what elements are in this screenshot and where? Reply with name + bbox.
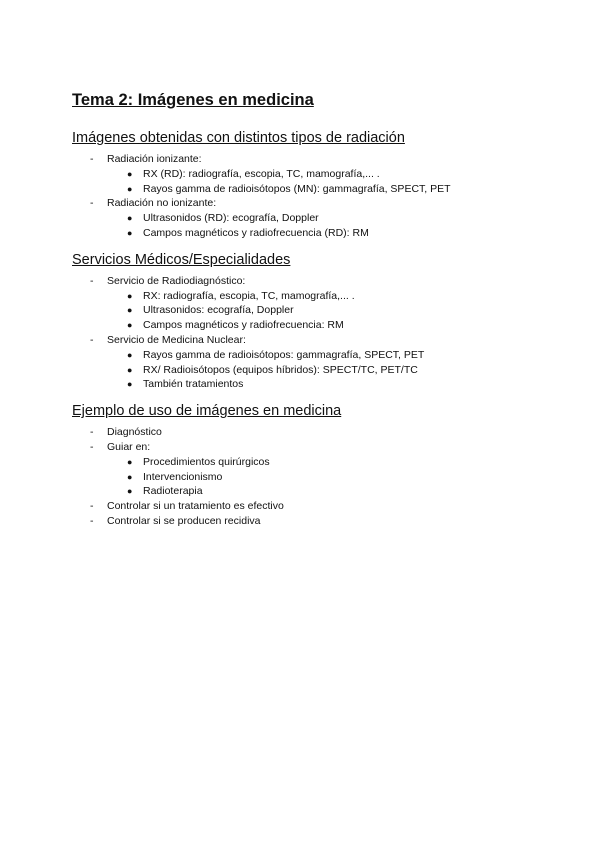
sections-container [72, 129, 542, 529]
section-heading: Servicios Médicos/Especialidades [72, 251, 291, 268]
sub-list-item-text: Ultrasonidos: ecografía, Doppler [143, 304, 294, 317]
sub-list-item-text: Campos magnéticos y radiofrecuencia (RD): RM [143, 226, 369, 239]
sub-list-item [127, 363, 542, 378]
list-item-text: Servicio de Radiodiagnóstico: [107, 274, 246, 287]
sub-list-item-text: RX/ Radioisótopos (equipos híbridos): SPECT/TC, PET/TC [143, 363, 418, 376]
bullet-icon: ● [127, 227, 133, 238]
list-item [90, 440, 542, 499]
list-item [90, 499, 542, 514]
dash-marker-icon: - [90, 426, 94, 439]
bullet-icon: ● [127, 290, 133, 301]
dash-list [72, 274, 542, 392]
bullet-icon: ● [127, 183, 133, 194]
sub-list-item [127, 226, 542, 241]
dash-marker-icon: - [90, 197, 94, 210]
document-page [72, 88, 542, 539]
section-heading: Ejemplo de uso de imágenes en medicina [72, 403, 342, 420]
bullet-icon: ● [127, 320, 133, 331]
section [72, 402, 542, 529]
bullet-icon: ● [127, 456, 133, 467]
dash-list [72, 152, 542, 241]
sub-list-item-text: Procedimientos quirúrgicos [143, 455, 270, 468]
dash-list [72, 425, 542, 529]
sub-list-item [127, 167, 542, 182]
bullet-icon: ● [127, 168, 133, 179]
list-item [90, 196, 542, 240]
bullet-icon: ● [127, 349, 133, 360]
bullet-icon: ● [127, 305, 133, 316]
bullet-icon: ● [127, 471, 133, 482]
list-item-text: Diagnóstico [107, 426, 162, 439]
bullet-icon: ● [127, 364, 133, 375]
sub-list-item-text: Intervencionismo [143, 470, 223, 483]
dash-marker-icon: - [90, 274, 94, 287]
bullet-list [107, 211, 542, 241]
sub-list-item-text: Campos magnéticos y radiofrecuencia: RM [143, 319, 344, 332]
list-item [90, 152, 542, 196]
sub-list-item-text: Rayos gamma de radioisótopos (MN): gammagrafía, SPECT, PET [143, 182, 451, 195]
sub-list-item-text: Radioterapia [143, 485, 203, 498]
dash-marker-icon: - [90, 333, 94, 346]
section [72, 129, 542, 241]
sub-list-item [127, 211, 542, 226]
list-item-text: Controlar si un tratamiento es efectivo [107, 500, 284, 513]
sub-list-item [127, 348, 542, 363]
sub-list-item [127, 470, 542, 485]
bullet-list [107, 455, 542, 499]
list-item [90, 333, 542, 392]
sub-list-item-text: Ultrasonidos (RD): ecografía, Doppler [143, 212, 319, 225]
sub-list-item [127, 455, 542, 470]
sub-list-item-text: Rayos gamma de radioisótopos: gammagrafía, SPECT, PET [143, 348, 425, 361]
dash-marker-icon: - [90, 440, 94, 453]
bullet-list [107, 289, 542, 333]
bullet-icon: ● [127, 213, 133, 224]
list-item [90, 274, 542, 333]
section-heading: Imágenes obtenidas con distintos tipos de radiación [72, 130, 405, 146]
sub-list-item [127, 484, 542, 499]
dash-marker-icon: - [90, 514, 94, 527]
sub-list-item [127, 182, 542, 197]
document-title: Tema 2: Imágenes en medicina [72, 91, 314, 109]
bullet-icon: ● [127, 379, 133, 390]
sub-list-item-text: También tratamientos [143, 378, 244, 391]
sub-list-item-text: RX (RD): radiografía, escopia, TC, mamografía,... . [143, 167, 380, 180]
list-item [90, 514, 542, 529]
list-item-text: Radiación no ionizante: [107, 197, 217, 210]
list-item-text: Controlar si se producen recidiva [107, 514, 261, 527]
sub-list-item [127, 303, 542, 318]
bullet-icon: ● [127, 486, 133, 497]
list-item-text: Guiar en: [107, 440, 151, 453]
sub-list-item [127, 289, 542, 304]
sub-list-item [127, 318, 542, 333]
section [72, 251, 542, 392]
bullet-list [107, 167, 542, 197]
list-item-text: Radiación ionizante: [107, 153, 202, 165]
sub-list-item-text: RX: radiografía, escopia, TC, mamografía,... . [143, 289, 355, 302]
list-item-text: Servicio de Medicina Nuclear: [107, 333, 246, 346]
list-item [90, 425, 542, 440]
dash-marker-icon: - [90, 153, 94, 165]
sub-list-item [127, 377, 542, 392]
bullet-list [107, 348, 542, 392]
dash-marker-icon: - [90, 500, 94, 513]
